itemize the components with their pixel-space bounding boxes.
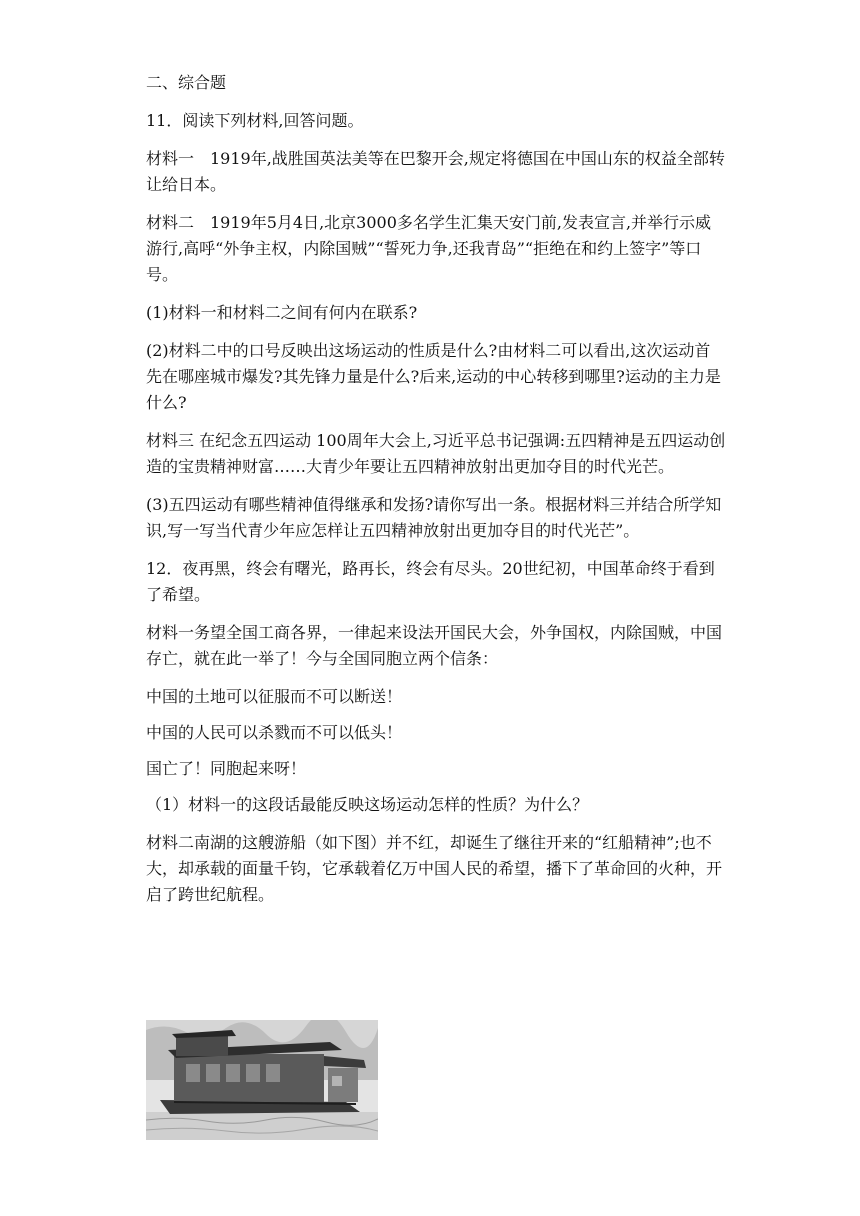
question-11-sub-1: (1)材料一和材料二之间有何内在联系? <box>146 303 418 322</box>
question-12-material-1: 材料一务望全国工商各界，一律起来设法开国民大会，外争国权，内除国贼，中国存亡，就在此一举了！今与全国同胞立两个信条： <box>146 623 723 668</box>
question-11-material-2: 材料二 1919年5月4日,北京3000多名学生汇集天安门前,发表宣言,并举行示威游行,高呼“外争主权，内除国贼”“誓死力争,还我青岛”“拒绝在和约上签字”等口号。 <box>146 213 712 284</box>
question-12-line-2: 中国的人民可以杀戮而不可以低头！ <box>146 723 403 742</box>
question-12-material-2: 材料二南湖的这艘游船（如下图）并不红，却诞生了继往开来的“红船精神”;也不大，却承载的面量千钧，它承载着亿万中国人民的希望，播下了革命回的火种，开启了跨世纪航程。 <box>146 833 723 904</box>
question-12-stem: 12．夜再黑，终会有曙光，路再长，终会有尽头。20世纪初，中国革命终于看到了希望。 <box>146 559 715 604</box>
document-page <box>146 70 726 920</box>
question-11-sub-2: (2)材料二中的口号反映出这场运动的性质是什么?由材料二可以看出,这次运动首先在哪座城市爆发?其先锋力量是什么?后来,运动的中心转移到哪里?运动的主力是什么? <box>146 341 721 412</box>
question-11-stem: 11．阅读下列材料,回答问题。 <box>146 111 364 130</box>
red-boat-photo <box>146 1020 378 1140</box>
question-11-material-3: 材料三 在纪念五四运动 100周年大会上,习近平总书记强调:五四精神是五四运动创造的宝贵精神财富……大青少年要让五四精神放射出更加夺目的时代光芒。 <box>146 431 726 476</box>
question-11-sub-3: (3)五四运动有哪些精神值得继承和发扬?请你写出一条。根据材料三并结合所学知识,写一写当代青少年应怎样让五四精神放射出更加夺目的时代光芒”。 <box>146 495 722 540</box>
question-12-sub-1: （1）材料一的这段话最能反映这场运动怎样的性质？为什么？ <box>146 795 589 814</box>
question-11-material-1: 材料一 1919年,战胜国英法美等在巴黎开会,规定将德国在中国山东的权益全部转让给日本。 <box>146 149 725 194</box>
section-title: 二、综合题 <box>146 73 227 92</box>
question-12-line-3: 国亡了！同胞起来呀！ <box>146 759 307 778</box>
question-12-line-1: 中国的土地可以征服而不可以断送！ <box>146 687 403 706</box>
boat-illustration <box>146 1020 378 1140</box>
